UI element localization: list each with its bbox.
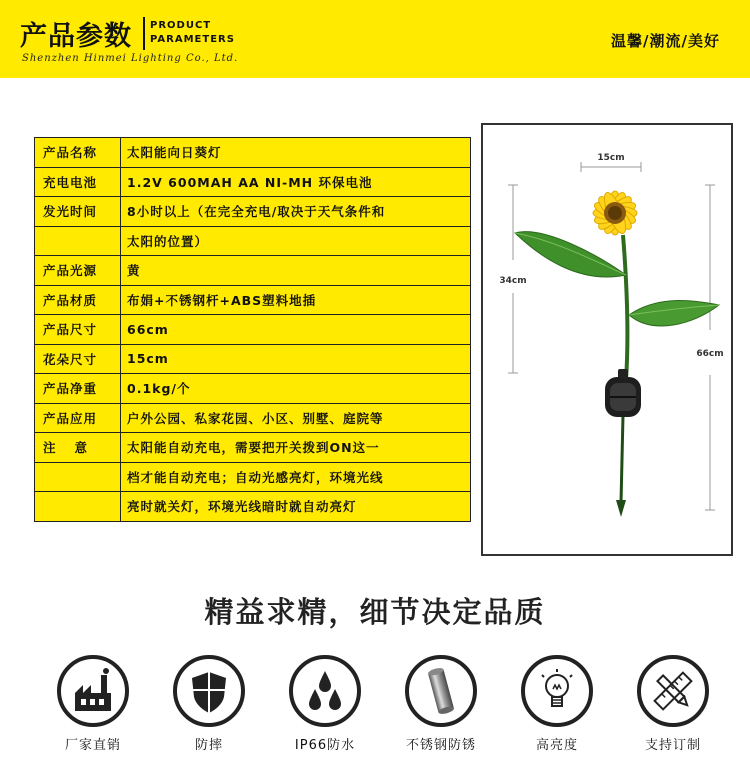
- feature-item: [35, 655, 151, 753]
- feature-label: IP66防水: [294, 738, 356, 753]
- spec-row: [35, 462, 471, 492]
- total-height-label: 66cm: [696, 349, 724, 359]
- spec-label: 产品光源: [35, 256, 121, 286]
- feature-label: 高亮度: [535, 738, 578, 753]
- spec-value: 1.2V 600MAH AA NI-MH 环保电池: [121, 167, 471, 197]
- flower-width-label: 15cm: [597, 153, 625, 163]
- header-tags: 温馨/潮流/美好: [611, 32, 720, 50]
- feature-item: [267, 655, 383, 753]
- spec-label: [35, 492, 121, 522]
- spec-label: 充电电池: [35, 167, 121, 197]
- english-title-line1: PRODUCT: [150, 20, 212, 31]
- spec-label: [35, 226, 121, 256]
- spec-label: 产品材质: [35, 285, 121, 315]
- spec-value: 太阳能向日葵灯: [121, 138, 471, 168]
- spec-value: 黄: [121, 256, 471, 286]
- spec-label: 产品名称: [35, 138, 121, 168]
- spec-value: 66cm: [121, 315, 471, 345]
- solar-panel-box: [605, 369, 641, 417]
- spec-row: [35, 344, 471, 374]
- product-image-frame: [481, 123, 733, 556]
- light-bulb-icon: [521, 655, 593, 727]
- feature-label: 厂家直销: [64, 738, 121, 753]
- spec-row: [35, 197, 471, 227]
- spec-row: [35, 256, 471, 286]
- flower-height-label: 34cm: [499, 276, 527, 286]
- spec-row: [35, 285, 471, 315]
- spec-row: [35, 403, 471, 433]
- spec-label: 产品净重: [35, 374, 121, 404]
- spec-value: 8小时以上（在完全充电/取决于天气条件和: [121, 197, 471, 227]
- spec-row: [35, 433, 471, 463]
- feature-item: [615, 655, 731, 753]
- sunflower-head: [592, 190, 638, 236]
- spec-label: 产品应用: [35, 403, 121, 433]
- spec-value: 太阳的位置）: [121, 226, 471, 256]
- section-title: 精益求精，细节决定品质: [204, 595, 546, 629]
- spec-table: [34, 137, 471, 522]
- feature-item: [151, 655, 267, 753]
- spec-value: 布娟+不锈钢杆+ABS塑料地插: [121, 285, 471, 315]
- page-title: 产品参数: [20, 21, 132, 52]
- feature-label: 支持订制: [644, 738, 701, 753]
- feature-label: 防摔: [194, 738, 223, 753]
- spec-row: [35, 374, 471, 404]
- shield-icon: [173, 655, 245, 727]
- title-divider: [143, 17, 145, 50]
- spec-row: [35, 167, 471, 197]
- spec-value: 太阳能自动充电，需要把开关拨到ON这一: [121, 433, 471, 463]
- company-name: Shenzhen Hinmei Lighting Co., Ltd.: [22, 53, 239, 64]
- english-title-line2: PARAMETERS: [150, 34, 235, 45]
- spec-value: 亮时就关灯，环境光线暗时就自动亮灯: [121, 492, 471, 522]
- steel-tube-icon: [405, 655, 477, 727]
- leaf-left: [515, 232, 626, 277]
- spec-value: 0.1kg/个: [121, 374, 471, 404]
- spec-row: [35, 138, 471, 168]
- spec-value: 15cm: [121, 344, 471, 374]
- spec-label: 发光时间: [35, 197, 121, 227]
- spec-label: 注意: [35, 433, 121, 463]
- header-banner: [0, 0, 750, 78]
- ruler-pencil-icon: [637, 655, 709, 727]
- english-title: [150, 19, 235, 47]
- water-drops-icon: [289, 655, 361, 727]
- factory-icon: [57, 655, 129, 727]
- spec-label: [35, 462, 121, 492]
- spec-row: [35, 492, 471, 522]
- spec-row: [35, 315, 471, 345]
- spec-row: [35, 226, 471, 256]
- feature-list: [0, 655, 750, 765]
- feature-item: [383, 655, 499, 753]
- spec-value: 户外公园、私家花园、小区、别墅、庭院等: [121, 403, 471, 433]
- spec-label: 产品尺寸: [35, 315, 121, 345]
- sunflower-illustration: [483, 125, 731, 554]
- spec-value: 档才能自动充电；自动光感亮灯，环境光线: [121, 462, 471, 492]
- feature-label: 不锈钢防锈: [405, 738, 476, 753]
- spec-label: 花朵尺寸: [35, 344, 121, 374]
- feature-item: [499, 655, 615, 753]
